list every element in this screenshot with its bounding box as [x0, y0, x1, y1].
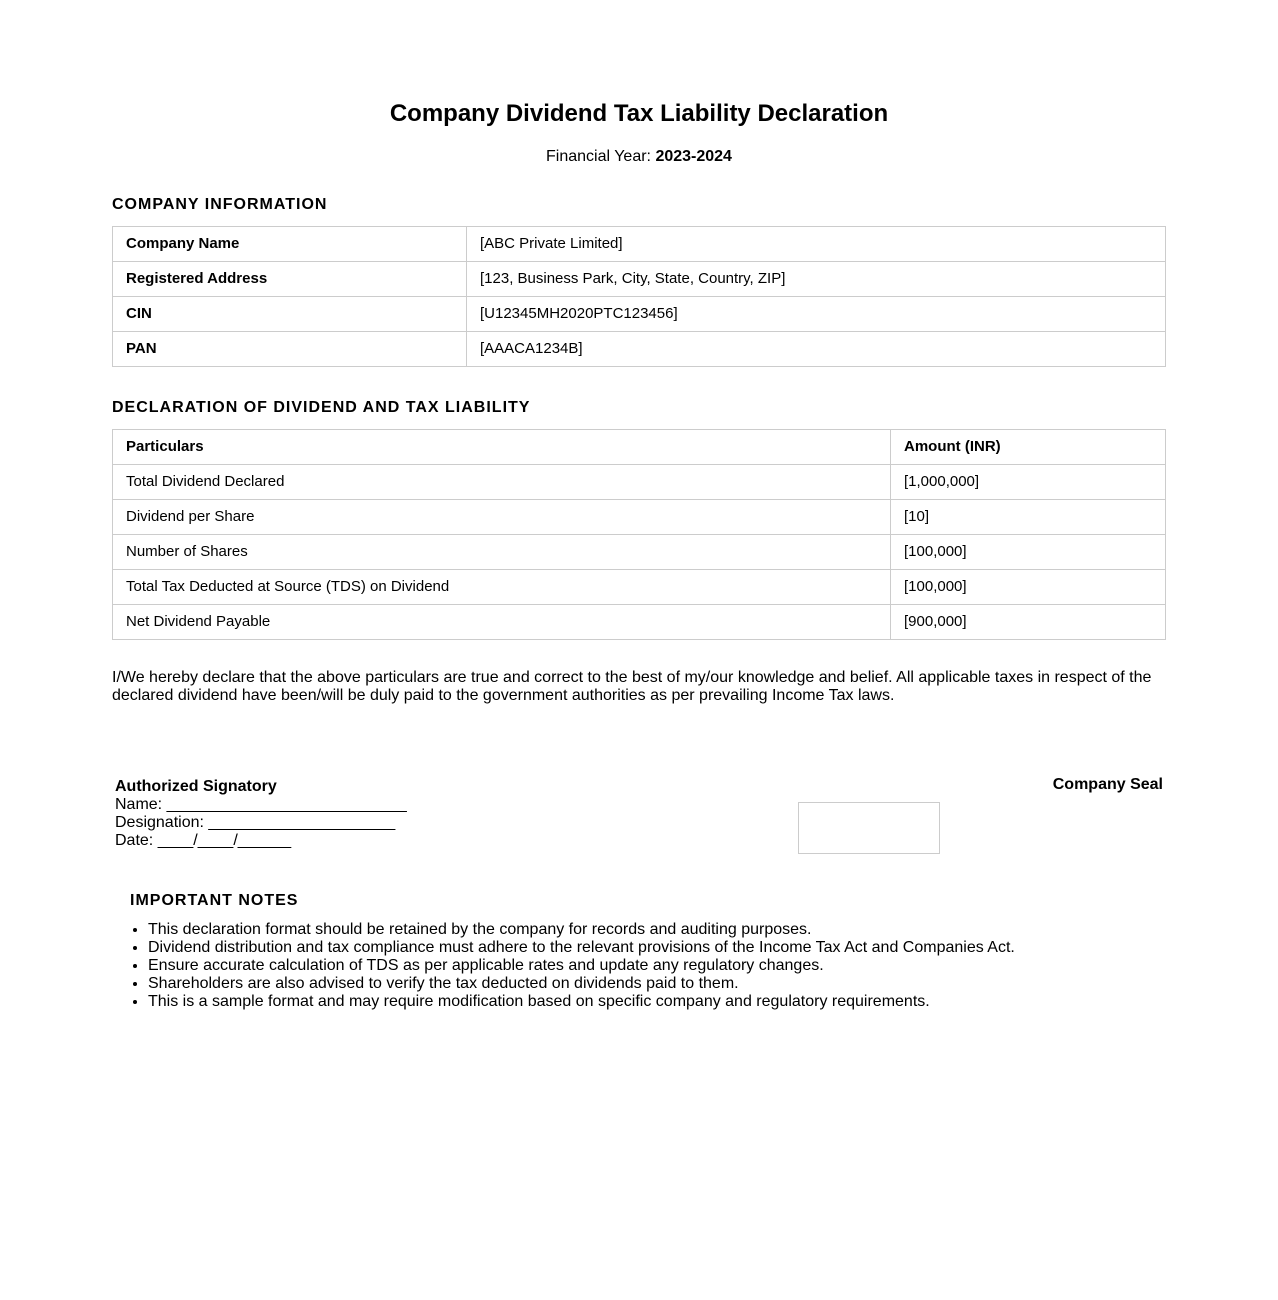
signatory-designation-line: Designation: _____________________: [115, 814, 396, 831]
document-title: Company Dividend Tax Liability Declaration: [389, 100, 889, 127]
dividend-table: [112, 429, 1166, 640]
registered-address-value: [123, Business Park, City, State, Country, ZIP]: [467, 262, 1166, 297]
financial-year-label: Financial Year:: [546, 148, 656, 165]
signatory-date-line: Date: ____/____/______: [115, 832, 292, 849]
important-notes-heading: IMPORTANT NOTES: [130, 892, 299, 909]
company-seal-label: Company Seal: [1052, 776, 1163, 793]
table-row: [113, 570, 1166, 605]
company-info-heading: COMPANY INFORMATION: [112, 196, 328, 213]
amount-cell: [1,000,000]: [891, 465, 1166, 500]
company-name-label: Company Name: [113, 227, 467, 262]
list-item: • Dividend distribution and tax compliance must adhere to the relevant provisions of the Income Tax Act and Companies Act.: [148, 939, 1015, 957]
cin-value: [U12345MH2020PTC123456]: [467, 297, 1166, 332]
table-row: [113, 605, 1166, 640]
table-row: [113, 332, 1166, 367]
cin-label: CIN: [113, 297, 467, 332]
table-row: [113, 227, 1166, 262]
list-item: • This is a sample format and may require modification based on specific company and regulatory requirements.: [148, 993, 1015, 1011]
list-item: • Ensure accurate calculation of TDS as per applicable rates and update any regulatory changes.: [148, 957, 1015, 975]
signatory-name-line: Name: ___________________________: [115, 796, 407, 813]
amount-column-header: Amount (INR): [891, 430, 1166, 465]
declaration-statement: I/We hereby declare that the above particulars are true and correct to the best of my/our knowledge and belief. All applicable taxes in respect of the declared dividend have been/will be duly paid to the government authorities as per prevailing Income Tax laws.: [112, 669, 1152, 704]
particular-cell: Total Dividend Declared: [113, 465, 891, 500]
amount-cell: [100,000]: [891, 535, 1166, 570]
table-row: [113, 500, 1166, 535]
dividend-heading: DECLARATION OF DIVIDEND AND TAX LIABILITY: [112, 399, 531, 416]
particulars-column-header: Particulars: [113, 430, 891, 465]
table-row: [113, 262, 1166, 297]
pan-value: [AAACA1234B]: [467, 332, 1166, 367]
table-row: [113, 465, 1166, 500]
company-seal-box: [798, 802, 940, 854]
important-notes-list: [130, 921, 1015, 1011]
registered-address-label: Registered Address: [113, 262, 467, 297]
particular-cell: Dividend per Share: [113, 500, 891, 535]
financial-year: [0, 147, 1278, 166]
financial-year-value: 2023-2024: [655, 148, 732, 165]
table-header-row: [113, 430, 1166, 465]
list-item: • This declaration format should be retained by the company for records and auditing purposes.: [148, 921, 1015, 939]
particular-cell: Number of Shares: [113, 535, 891, 570]
signatory-title: Authorized Signatory: [115, 778, 277, 795]
table-row: [113, 535, 1166, 570]
company-info-table: [112, 226, 1166, 367]
pan-label: PAN: [113, 332, 467, 367]
list-item: • Shareholders are also advised to verify the tax deducted on dividends paid to them.: [148, 975, 1015, 993]
company-name-value: [ABC Private Limited]: [467, 227, 1166, 262]
amount-cell: [900,000]: [891, 605, 1166, 640]
particular-cell: Net Dividend Payable: [113, 605, 891, 640]
particular-cell: Total Tax Deducted at Source (TDS) on Dividend: [113, 570, 891, 605]
amount-cell: [10]: [891, 500, 1166, 535]
signatory-block: [115, 778, 407, 850]
amount-cell: [100,000]: [891, 570, 1166, 605]
table-row: [113, 297, 1166, 332]
